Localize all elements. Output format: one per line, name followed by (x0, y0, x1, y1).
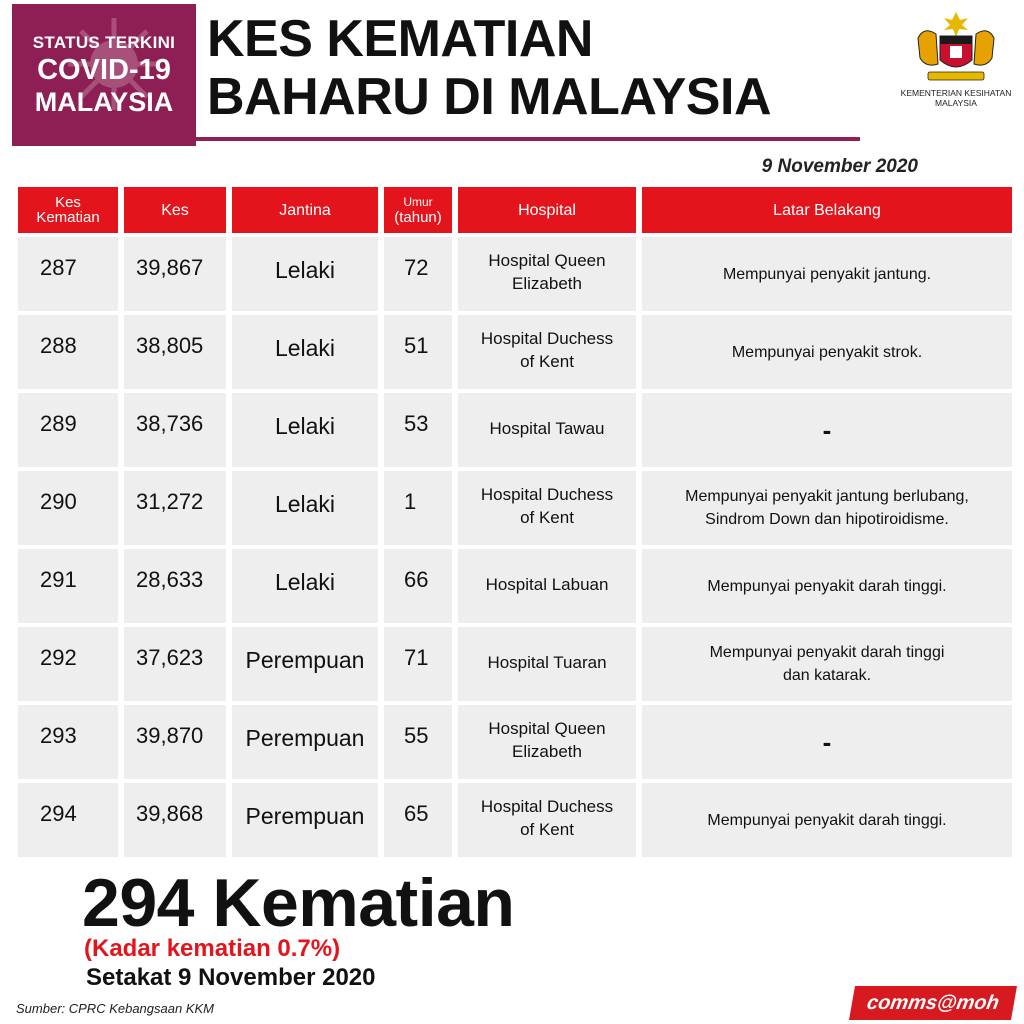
cell-umur: 72 (384, 237, 452, 311)
badge-line-1: STATUS TERKINI (32, 33, 176, 52)
cell-kes-kematian: 291 (18, 549, 118, 623)
cell-jantina: Perempuan (232, 705, 378, 779)
cell-hospital (458, 237, 636, 311)
cell-kes-kematian: 292 (18, 627, 118, 701)
cell-kes-kematian: 293 (18, 705, 118, 779)
cell-jantina: Lelaki (232, 315, 378, 389)
cell-latar-belakang (642, 705, 1012, 779)
cell-text: Hospital Queen (488, 251, 606, 270)
cell-latar-belakang (642, 783, 1012, 857)
cell-text: Mempunyai penyakit darah tinggi (709, 644, 945, 661)
cell-text: Hospital Duchess (480, 797, 614, 816)
cell-hospital (458, 627, 636, 701)
header-text: (tahun) (394, 209, 442, 226)
cell-hospital (458, 549, 636, 623)
cell-hospital (458, 315, 636, 389)
table-header (18, 187, 1012, 233)
cell-kes: 39,868 (124, 783, 226, 857)
cell-kes: 39,867 (124, 237, 226, 311)
cell-text: Mempunyai penyakit darah tinggi. (707, 577, 947, 595)
cell-latar-belakang (642, 237, 1012, 311)
cell-umur: 66 (384, 549, 452, 623)
cell-hospital (458, 783, 636, 857)
header-text: Kes (55, 194, 81, 211)
header-umur (384, 187, 452, 233)
cell-kes: 38,736 (124, 393, 226, 467)
header-jantina (232, 187, 378, 233)
cell-kes: 39,870 (124, 705, 226, 779)
cell-kes-kematian: 288 (18, 315, 118, 389)
header-text: Hospital (518, 201, 576, 219)
cell-text: Elizabeth (512, 742, 582, 761)
table-row (18, 471, 1012, 545)
cell-hospital (458, 393, 636, 467)
cell-text: Mempunyai penyakit jantung berlubang, (685, 488, 969, 505)
cell-text: Mempunyai penyakit darah tinggi. (707, 811, 947, 829)
cell-umur: 65 (384, 783, 452, 857)
cell-text: Hospital Queen (488, 719, 606, 738)
cell-text: Hospital Tawau (489, 418, 605, 438)
cell-hospital (458, 471, 636, 545)
title-line-1: KES KEMATIAN (207, 10, 593, 68)
as-of-date: Setakat 9 November 2020 (86, 964, 376, 991)
cell-kes-kematian: 294 (18, 783, 118, 857)
table-row (18, 237, 1012, 311)
cell-umur: 51 (384, 315, 452, 389)
cell-umur: 1 (384, 471, 452, 545)
header-kes-kematian (18, 187, 118, 233)
header-text: Jantina (279, 201, 331, 219)
badge-line-3: MALAYSIA (34, 87, 174, 117)
cell-kes-kematian: 289 (18, 393, 118, 467)
header-text: Latar Belakang (773, 201, 881, 219)
cell-text: Mempunyai penyakit strok. (731, 343, 923, 361)
cell-jantina: Lelaki (232, 237, 378, 311)
table-body (18, 237, 1012, 861)
cell-text: Mempunyai penyakit jantung. (722, 265, 932, 283)
table-row (18, 705, 1012, 779)
table-row (18, 315, 1012, 389)
table-row (18, 627, 1012, 701)
table-row (18, 393, 1012, 467)
cell-kes: 28,633 (124, 549, 226, 623)
cell-text: - (822, 414, 832, 445)
cell-text: of Kent (520, 352, 574, 371)
cell-text: Hospital Duchess (480, 485, 614, 504)
death-rate: (Kadar kematian 0.7%) (84, 935, 341, 962)
total-deaths: 294 Kematian (82, 865, 515, 941)
badge-line-2: COVID-19 (37, 54, 171, 86)
header-kes (124, 187, 226, 233)
comms-tag-text: comms@moh (865, 991, 1001, 1014)
cell-jantina: Perempuan (232, 783, 378, 857)
cell-latar-belakang (642, 315, 1012, 389)
ministry-name-line-1: KEMENTERIAN KESIHATAN (900, 88, 1012, 98)
cell-text: of Kent (520, 508, 574, 527)
cell-umur: 53 (384, 393, 452, 467)
cell-text: Hospital Duchess (480, 329, 614, 348)
deaths-table (18, 187, 1012, 839)
status-badge (12, 4, 196, 146)
cell-kes-kematian: 290 (18, 471, 118, 545)
header-latar-belakang (642, 187, 1012, 233)
cell-umur: 55 (384, 705, 452, 779)
title-line-2: BAHARU DI MALAYSIA (207, 68, 771, 126)
ministry-name (892, 88, 1020, 108)
cell-latar-belakang (642, 627, 1012, 701)
page-title (207, 10, 771, 126)
cell-jantina: Perempuan (232, 627, 378, 701)
ministry-name-line-2: MALAYSIA (935, 98, 977, 108)
cell-latar-belakang (642, 471, 1012, 545)
header-hospital (458, 187, 636, 233)
cell-kes: 38,805 (124, 315, 226, 389)
coat-of-arms-icon (910, 8, 1002, 84)
cell-hospital (458, 705, 636, 779)
title-underline (196, 137, 860, 141)
cell-text: Hospital Labuan (485, 574, 609, 594)
cell-kes: 31,272 (124, 471, 226, 545)
cell-latar-belakang (642, 549, 1012, 623)
cell-text: Elizabeth (512, 274, 582, 293)
cell-umur: 71 (384, 627, 452, 701)
header-text: Kes (161, 201, 189, 219)
cell-jantina: Lelaki (232, 549, 378, 623)
cell-text: Hospital Tuaran (487, 652, 607, 672)
cell-text: of Kent (520, 820, 574, 839)
table-row (18, 783, 1012, 857)
report-date: 9 November 2020 (761, 156, 918, 177)
comms-tag (849, 986, 1017, 1020)
cell-kes: 37,623 (124, 627, 226, 701)
cell-jantina: Lelaki (232, 471, 378, 545)
header-text: Umur (403, 195, 433, 209)
source-note: Sumber: CPRC Kebangsaan KKM (16, 1001, 214, 1016)
cell-jantina: Lelaki (232, 393, 378, 467)
cell-text: - (822, 726, 832, 757)
header-text: Kematian (36, 209, 100, 226)
cell-text: Sindrom Down dan hipotiroidisme. (705, 511, 949, 528)
cell-kes-kematian: 287 (18, 237, 118, 311)
cell-latar-belakang (642, 393, 1012, 467)
cell-text: dan katarak. (782, 667, 872, 684)
table-row (18, 549, 1012, 623)
